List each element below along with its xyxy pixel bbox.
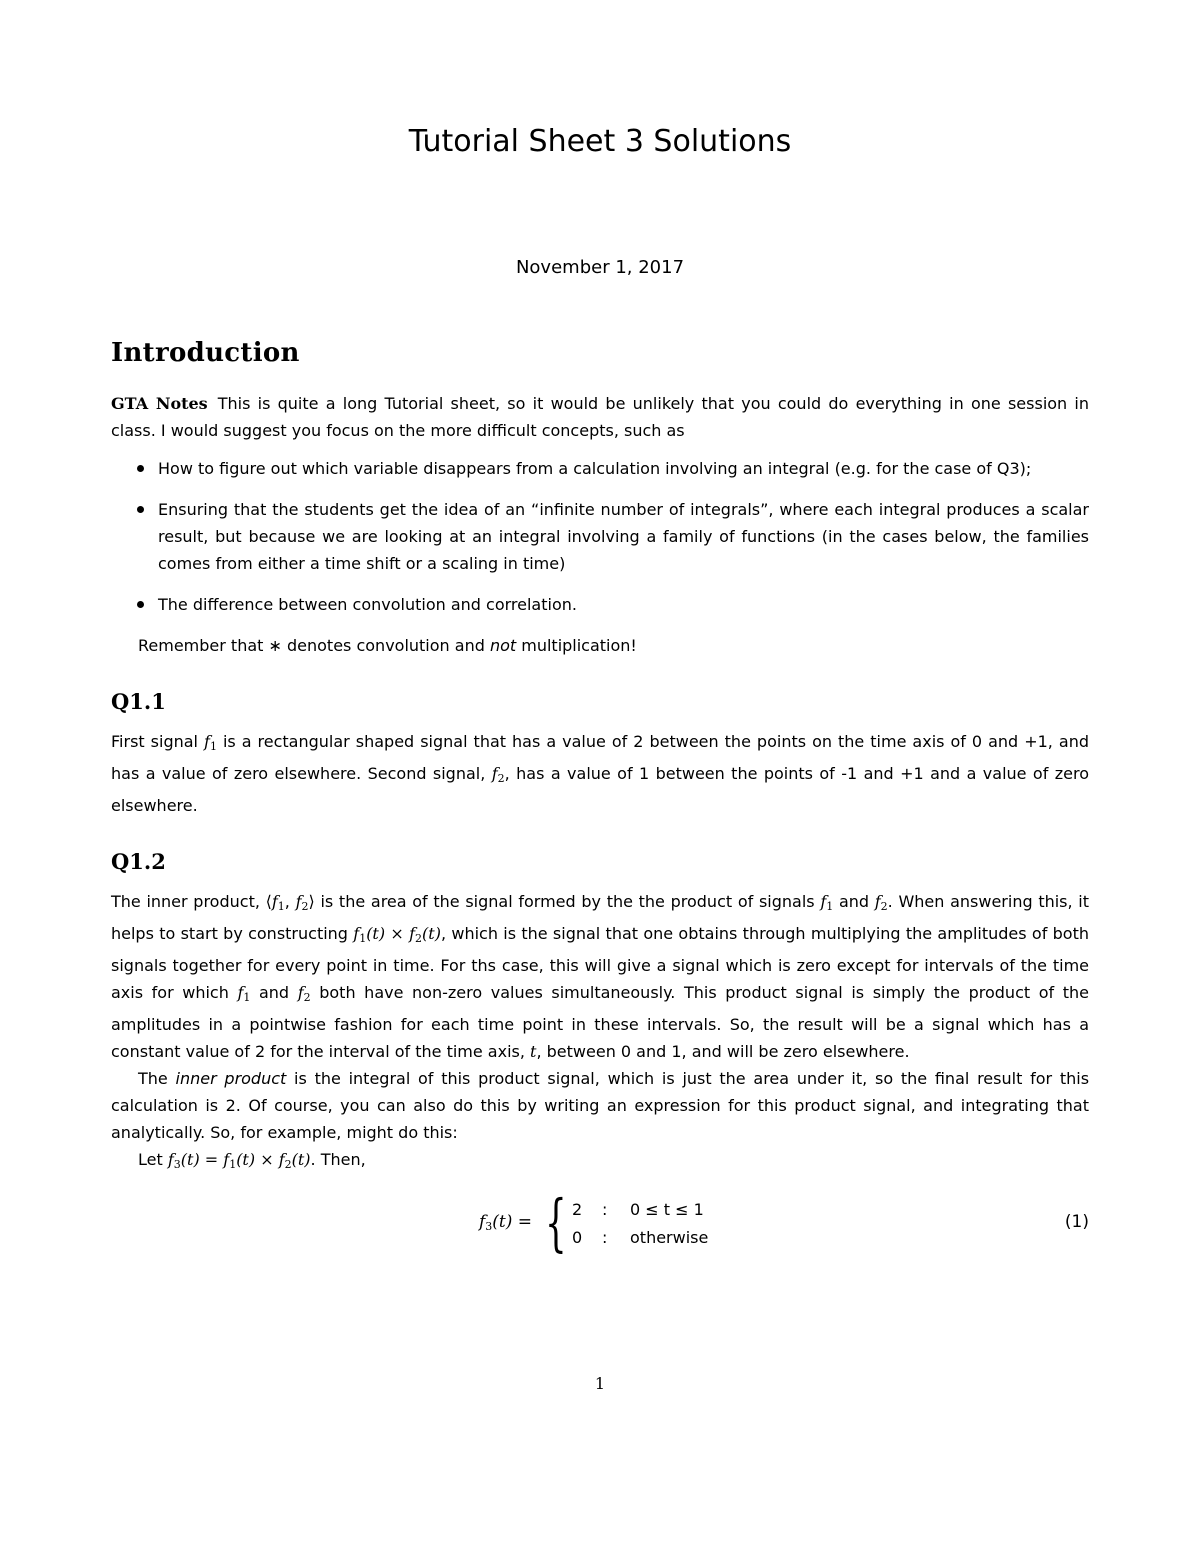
math-symbol-f1: f1: [271, 892, 285, 913]
bullet-icon: [137, 506, 144, 513]
concept-list: [111, 455, 1089, 618]
list-item-text: The difference between convolution and correlation.: [158, 595, 577, 614]
let-paragraph: Let f3(t) = f1(t) × f2(t). Then,: [138, 1150, 366, 1171]
list-item-text: How to figure out which variable disappears from a calculation involving an integral (e.g. for the case of Q3);: [158, 459, 1032, 478]
bullet-icon: [137, 601, 144, 608]
inner-product-emphasis: inner product: [175, 1069, 287, 1088]
equation-1: [111, 1186, 1089, 1262]
section-heading-q1-2: Q1.2: [111, 849, 166, 874]
q1-1-text: , has a value of 1 between the points of -1 and +1 and a value of zero elsewhere.: [111, 764, 1090, 815]
math-expression-definition: f3(t) = f1(t) × f2(t): [167, 1150, 311, 1171]
q1-2-paragraph: The inner product, ⟨f1, f2⟩ is the area of the signal formed by the the product of signals f1 and f2. When answering this, it helps to start by constructing f1(t) × f2(t), which is the signal that one obtains through multiplying the amplitudes of both signals together for every point in time. For ths case, this will give a signal which is zero except for intervals of the time axis for which f1 and f2 both have non-zero values simultaneously. This product signal is simply the product of the amplitudes in a pointwise fashion for each time point in these intervals. So, the result will be a signal which has a constant value of 2 for the interval of the time axis, t, between 0 and 1, and will be zero elsewhere.: [111, 892, 1090, 1061]
remember-note: [111, 632, 1089, 659]
q1-1-text: is a rectangular shaped signal that has a value of 2 between the points on the time axis of 0 and +1, and has a value of zero elsewhere. Second signal,: [111, 732, 1090, 783]
list-item: [111, 496, 1089, 577]
math-symbol-t: t: [530, 1042, 537, 1061]
bullet-icon: [137, 465, 144, 472]
gta-notes-text: This is quite a long Tutorial sheet, so it would be unlikely that you could do everything in one session in class. I would suggest you focus on the more difficult concepts, such as: [111, 394, 1090, 440]
section-heading-introduction: Introduction: [111, 338, 300, 368]
q1-1-paragraph: [111, 728, 1089, 819]
document-body: [111, 338, 1089, 1262]
q1-2-text: both have non-zero values simultaneously. This product signal is simply the product of the amplitudes in a pointwise fashion for each time point in these intervals. So, the result will be a signal which has a constant value of 2 for the interval of the time axis,: [111, 983, 1090, 1061]
remember-emphasis: not: [489, 636, 517, 655]
gta-notes-paragraph: [111, 390, 1089, 444]
equation-cases: [572, 1196, 708, 1252]
inner-product-paragraph: The inner product is the integral of this product signal, which is just the area under it, so the final result for this calculation is 2. Of course, you can also do this by writing an expression for this product signal, and integrating that analytically. So, for example, might do this:: [111, 1069, 1090, 1142]
math-expression-product: f1(t) × f2(t): [353, 924, 441, 945]
math-symbol-f2: f2: [874, 892, 888, 913]
math-symbol-f1: f1: [237, 983, 251, 1004]
math-symbol-f1: f1: [820, 892, 834, 913]
list-item: [111, 455, 1089, 482]
equation-case-row: 2 : 0 ≤ t ≤ 1: [572, 1200, 704, 1219]
q1-2-text: ⟩ is the area of the signal formed by the the product of signals: [308, 892, 821, 911]
equation-number: (1): [1064, 1212, 1089, 1232]
inner-product-text: is the integral of this product signal, which is just the area under it, so the final result for this calculation is 2. Of course, you can also do this by writing an expression for this product signal, and integrating that analytically. So, for example, might do this:: [111, 1069, 1090, 1142]
document-date: November 1, 2017: [515, 257, 685, 278]
q1-2-text: , which is the signal that one obtains through multiplying the amplitudes of both signals together for every point in time. For ths case, this will give a signal which is zero except for intervals of the time axis for which: [111, 924, 1089, 1002]
left-brace-icon: {: [545, 1186, 567, 1259]
list-item: [111, 591, 1089, 618]
q1-1-text: First signal: [111, 732, 205, 751]
gta-notes-label: GTA Notes: [111, 394, 208, 413]
list-item-text: Ensuring that the students get the idea of an “infinite number of integrals”, where each integral produces a scalar result, but because we are looking at an integral involving a family of functions (in the cases below, the families comes from either a time shift or a scaling in time): [158, 500, 1089, 573]
q1-2-text: The inner product, ⟨: [111, 892, 272, 911]
section-heading-q1-1: Q1.1: [111, 689, 166, 714]
math-symbol-f2: f2: [297, 983, 311, 1004]
q1-2-text: , between 0 and 1, and will be zero elsewhere.: [536, 1042, 910, 1061]
math-symbol-f1: f1: [204, 732, 217, 753]
math-symbol-f2: f2: [491, 764, 505, 785]
q1-2-text: . When answering this, it helps to start by constructing: [111, 892, 1090, 943]
equation-case-row: 0 : otherwise: [572, 1228, 709, 1247]
equation-lhs: f3(t) =: [479, 1212, 533, 1233]
remember-text: Remember that ∗ denotes convolution and: [138, 636, 490, 655]
page-number: 1: [594, 1374, 606, 1393]
remember-text-end: multiplication!: [516, 636, 637, 655]
math-symbol-f2: f2: [295, 892, 309, 913]
document-title: Tutorial Sheet 3 Solutions: [408, 124, 792, 159]
